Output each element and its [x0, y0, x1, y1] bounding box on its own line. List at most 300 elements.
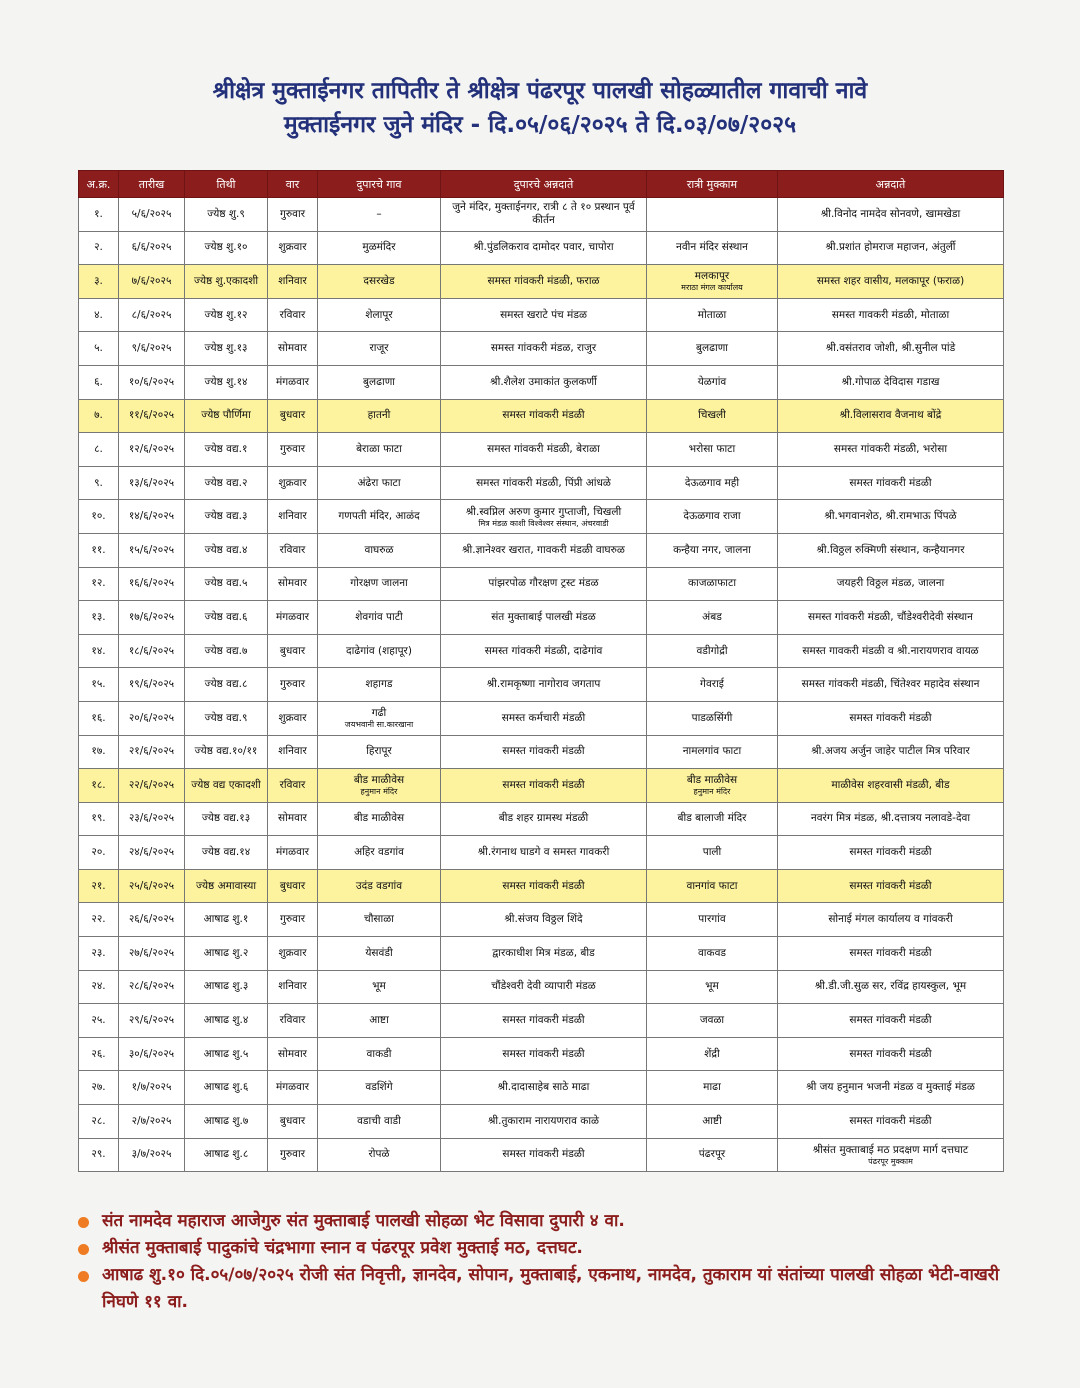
cell-night-donor	[778, 701, 1004, 735]
cell-noon-donor-text: श्री.रामकृष्णा नागोराव जगताप	[486, 678, 601, 691]
cell-night-stay-text: काजळाफाटा	[687, 577, 737, 590]
cell-noon-village	[318, 567, 441, 601]
cell-noon-village	[318, 1037, 441, 1071]
cell-day-text: रविवार	[279, 778, 306, 791]
cell-day-text: मंगळवार	[275, 610, 310, 623]
cell-night-donor-text: समस्त गांवकरी मंडळी	[849, 711, 932, 724]
cell-date	[119, 970, 185, 1004]
cell-day	[268, 836, 318, 870]
cell-day	[268, 265, 318, 299]
cell-day-text: सोमवार	[278, 577, 307, 590]
cell-date	[119, 433, 185, 467]
cell-noon-donor-text: समस्त गांवकरी मंडळी	[502, 879, 585, 892]
cell-noon-donor	[441, 1138, 647, 1172]
table-row	[79, 533, 1004, 567]
cell-night-stay-text: पारगांव	[698, 913, 726, 926]
cell-date-text: २९/६/२०२५	[128, 1014, 175, 1027]
cell-day-text: शनिवार	[278, 980, 307, 993]
cell-noon-donor	[441, 937, 647, 971]
cell-night-donor	[778, 601, 1004, 635]
cell-night-stay-note: मराठा मंगल कार्यालय	[681, 283, 743, 293]
cell-noon-donor-text: समस्त गांवकरी मंडळी, पिंप्री आंधळे	[476, 476, 611, 489]
cell-serial-text: २१.	[91, 879, 106, 892]
cell-tithi	[185, 668, 268, 702]
cell-night-stay-text: बीड बालाजी मंदिर	[677, 812, 747, 825]
cell-date	[119, 466, 185, 500]
cell-night-stay-text: अंबड	[702, 610, 722, 623]
title-line-1: श्रीक्षेत्र मुक्ताईनगर तापितीर ते श्रीक्षेत्र पंढरपूर पालखी सोहळ्यातील गावाची नावे	[212, 78, 868, 104]
cell-noon-donor-text: जुने मंदिर, मुक्ताईनगर, रात्री ८ ते १० प्रस्थान पूर्व कीर्तन	[452, 201, 635, 227]
cell-night-stay	[647, 836, 778, 870]
cell-noon-donor	[441, 298, 647, 332]
cell-night-donor-text: श्रीसंत मुक्ताबाई मठ प्रदक्षण मार्ग दत्तघाट	[812, 1143, 969, 1156]
cell-night-stay-text: मलकापूर	[694, 270, 730, 283]
cell-tithi-text: ज्येष्ठ वद्य.९	[204, 711, 248, 724]
cell-serial-text: २३.	[91, 946, 106, 959]
cell-date	[119, 869, 185, 903]
table-row	[79, 769, 1004, 803]
cell-noon-donor-text: श्री.ज्ञानेश्वर खरात, गावकरी मंडळी वाघरुळ	[462, 543, 625, 556]
cell-night-donor	[778, 399, 1004, 433]
cell-noon-village-text: चौसाळा	[364, 913, 394, 926]
cell-serial	[79, 836, 119, 870]
note-item	[78, 1262, 1018, 1316]
table-row	[79, 903, 1004, 937]
cell-night-stay-text: शेंद्री	[704, 1047, 720, 1060]
cell-night-stay-text: मोताळा	[697, 308, 727, 321]
cell-serial	[79, 802, 119, 836]
cell-night-donor-text: समस्त गावकरी मंडळी, मोताळा	[831, 308, 950, 321]
cell-date	[119, 1138, 185, 1172]
cell-tithi-text: आषाढ शु.५	[203, 1047, 249, 1060]
cell-noon-donor	[441, 970, 647, 1004]
cell-noon-donor	[441, 1004, 647, 1038]
cell-tithi-text: ज्येष्ठ वद्य.३	[204, 510, 248, 523]
cell-tithi-text: ज्येष्ठ वद्य.१०/११	[194, 745, 258, 758]
cell-noon-village-text: हिरापूर	[366, 745, 392, 758]
cell-night-donor	[778, 735, 1004, 769]
cell-night-stay	[647, 634, 778, 668]
cell-date-text: १५/६/२०२५	[128, 543, 175, 556]
cell-tithi-text: ज्येष्ठ वद्य एकादशी	[191, 778, 261, 791]
cell-noon-donor	[441, 1037, 647, 1071]
header-tithi: तिथी	[185, 171, 268, 198]
cell-noon-village-text: बुलढाणा	[362, 375, 396, 388]
cell-serial-text: २५.	[91, 1014, 106, 1027]
cell-noon-village-text: वडाची वाडी	[357, 1114, 401, 1127]
cell-noon-donor-text: श्री.स्वप्निल अरुण कुमार गुप्ताजी, चिखली	[465, 505, 622, 518]
cell-date	[119, 265, 185, 299]
cell-date-text: २७/६/२०२५	[128, 946, 175, 959]
cell-noon-donor	[441, 500, 647, 534]
cell-tithi-text: आषाढ शु.१	[203, 913, 249, 926]
cell-night-stay-text: देऊळगाव मही	[684, 476, 740, 489]
cell-night-donor	[778, 365, 1004, 399]
cell-serial-text: ११.	[91, 543, 106, 556]
cell-tithi	[185, 735, 268, 769]
cell-day-text: रविवार	[279, 308, 306, 321]
cell-tithi	[185, 332, 268, 366]
cell-noon-village-text: गोरक्षण जालना	[350, 577, 408, 590]
cell-night-donor-text: समस्त गांवकरी मंडळी	[849, 846, 932, 859]
cell-serial	[79, 365, 119, 399]
cell-serial	[79, 1105, 119, 1139]
cell-noon-donor	[441, 466, 647, 500]
table-row	[79, 567, 1004, 601]
cell-tithi-text: ज्येष्ठ वद्य.८	[204, 678, 248, 691]
cell-noon-donor	[441, 735, 647, 769]
cell-noon-donor	[441, 567, 647, 601]
cell-noon-donor-text: समस्त गांवकरी मंडळी	[502, 1014, 585, 1027]
cell-tithi	[185, 937, 268, 971]
cell-serial-text: १२.	[91, 577, 106, 590]
cell-night-donor	[778, 567, 1004, 601]
cell-night-stay-text: देऊळगाव राजा	[683, 510, 741, 523]
cell-date-text: २१/६/२०२५	[128, 745, 175, 758]
cell-day-text: मंगळवार	[275, 1081, 310, 1094]
cell-night-stay-text: भरोसा फाटा	[688, 442, 736, 455]
title-line-2: मुक्ताईनगर जुने मंदिर - दि.०५/०६/२०२५ ते दि.०३/०७/२०२५	[283, 112, 797, 138]
table-row	[79, 1138, 1004, 1172]
cell-serial	[79, 634, 119, 668]
cell-noon-donor	[441, 1105, 647, 1139]
cell-tithi-text: ज्येष्ठ शु.एकादशी	[193, 274, 259, 287]
cell-serial-text: २२.	[91, 913, 106, 926]
cell-noon-village-text: दसरखेड	[363, 274, 395, 287]
cell-noon-donor-note: मित्र मंडळ काशी विश्वेश्वर संस्थान, अंचरवाडी	[478, 518, 609, 528]
cell-noon-donor	[441, 769, 647, 803]
cell-serial-text: २०.	[91, 846, 106, 859]
cell-night-donor-text: समस्त शहर वासीय, मलकापूर (फराळ)	[816, 274, 965, 287]
cell-date-text: १६/६/२०२५	[128, 577, 175, 590]
cell-night-stay	[647, 1138, 778, 1172]
note-text: श्रीसंत मुक्ताबाई पादुकांचे चंद्रभागा स्नान व पंढरपूर प्रवेश मुक्ताई मठ, दत्तघट.	[102, 1238, 583, 1258]
cell-night-donor-text: श्री.अजय अर्जुन जाहेर पाटील मित्र परिवार	[811, 745, 970, 758]
page-title	[0, 74, 1080, 142]
cell-serial-text: १६.	[91, 711, 106, 724]
table-row	[79, 1105, 1004, 1139]
cell-noon-village	[318, 769, 441, 803]
cell-night-stay	[647, 937, 778, 971]
cell-noon-donor	[441, 365, 647, 399]
cell-serial	[79, 265, 119, 299]
cell-night-stay-text: बुलढाणा	[695, 342, 729, 355]
cell-night-donor-text: श्री.प्रशांत होमराज महाजन, अंतुर्ली	[825, 241, 956, 254]
cell-day	[268, 970, 318, 1004]
cell-date-text: ५/६/२०२५	[131, 207, 172, 220]
cell-tithi-text: आषाढ शु.२	[203, 946, 249, 959]
cell-noon-village-text: वाघरुळ	[364, 543, 394, 556]
cell-serial	[79, 869, 119, 903]
cell-tithi	[185, 567, 268, 601]
cell-night-donor	[778, 970, 1004, 1004]
cell-serial	[79, 735, 119, 769]
cell-noon-village-text: शेवगांव पाटी	[355, 610, 403, 623]
cell-noon-village	[318, 365, 441, 399]
cell-noon-village-text: अहिर वडगांव	[354, 846, 404, 859]
cell-date	[119, 298, 185, 332]
cell-day-text: शनिवार	[278, 274, 307, 287]
table-row	[79, 433, 1004, 467]
cell-tithi-text: आषाढ शु.७	[203, 1114, 249, 1127]
cell-tithi-text: ज्येष्ठ वद्य.२	[204, 476, 248, 489]
cell-noon-donor	[441, 836, 647, 870]
cell-night-donor-text: श्री.विठ्ठल रुक्मिणी संस्थान, कन्हैयानगर	[816, 543, 965, 556]
cell-night-donor-text: नवरंग मित्र मंडळ, श्री.दत्तात्रय नलावडे-देवा	[810, 812, 971, 825]
cell-night-donor-text: श्री.डी.जी.सुळ सर, रविंद्र हायस्कुल, भूम	[814, 980, 967, 993]
cell-day	[268, 735, 318, 769]
cell-day-text: रविवार	[279, 1014, 306, 1027]
cell-night-donor	[778, 265, 1004, 299]
header-night-donor: अन्नदाते	[778, 171, 1004, 198]
cell-night-donor	[778, 1037, 1004, 1071]
note-text: आषाढ शु.१० दि.०५/०७/२०२५ रोजी संत निवृत्ती, ज्ञानदेव, सोपान, मुक्ताबाई, एकनाथ, नामदेव, तुकाराम यां संतांच्या पालखी सोहळा भेटी-वाखरी निघणे ११ वा.	[102, 1265, 1000, 1312]
cell-date	[119, 567, 185, 601]
cell-noon-donor	[441, 332, 647, 366]
table-row	[79, 802, 1004, 836]
cell-noon-village-note: जयभवानी सा.कारखाना	[344, 720, 414, 730]
cell-day-text: शुक्रवार	[278, 241, 307, 254]
cell-noon-village-note: हनुमान मंदिर	[360, 787, 398, 797]
cell-night-donor-text: समस्त गांवकरी मंडळी	[849, 476, 932, 489]
cell-serial	[79, 399, 119, 433]
cell-night-donor-text: समस्त गावकरी मंडळी व श्री.नारायणराव वायळ	[802, 644, 979, 657]
cell-night-stay-text: आष्टी	[702, 1114, 722, 1127]
cell-serial-text: ९.	[94, 476, 103, 489]
cell-night-stay-text: नामलगांव फाटा	[682, 745, 742, 758]
cell-serial	[79, 668, 119, 702]
header-noon-village: दुपारचे गाव	[318, 171, 441, 198]
cell-night-stay	[647, 433, 778, 467]
cell-serial-text: ५.	[94, 342, 103, 355]
cell-date	[119, 735, 185, 769]
cell-noon-village	[318, 668, 441, 702]
cell-noon-village	[318, 970, 441, 1004]
cell-date	[119, 903, 185, 937]
cell-noon-donor-text: पांझरपोळ गौरक्षण ट्रस्ट मंडळ	[488, 577, 599, 590]
cell-day-text: बुधवार	[279, 644, 306, 657]
cell-day-text: गुरुवार	[279, 913, 306, 926]
cell-day	[268, 1071, 318, 1105]
cell-date-text: १४/६/२०२५	[128, 510, 175, 523]
cell-night-donor-text: समस्त गांवकरी मंडळी	[849, 1047, 932, 1060]
cell-noon-donor	[441, 869, 647, 903]
cell-day	[268, 365, 318, 399]
cell-night-stay-text: चिखली	[698, 409, 726, 422]
cell-noon-donor-text: समस्त खराटे पंच मंडळ	[500, 308, 587, 321]
cell-noon-village	[318, 500, 441, 534]
cell-tithi	[185, 399, 268, 433]
cell-tithi	[185, 1004, 268, 1038]
cell-serial	[79, 601, 119, 635]
cell-day	[268, 668, 318, 702]
cell-noon-donor	[441, 634, 647, 668]
cell-serial	[79, 298, 119, 332]
cell-night-donor	[778, 869, 1004, 903]
table-row	[79, 937, 1004, 971]
cell-noon-village-text: रोपळे	[368, 1148, 390, 1161]
cell-noon-donor-text: समस्त गांवकरी मंडळी	[502, 409, 585, 422]
cell-date	[119, 601, 185, 635]
cell-serial-text: १७.	[91, 745, 106, 758]
cell-noon-village-text: हातनी	[367, 409, 391, 422]
cell-night-donor-text: श्री.विनोद नामदेव सोनवणे, खामखेडा	[820, 207, 961, 220]
cell-night-donor-text: समस्त गांवकरी मंडळी	[849, 879, 932, 892]
cell-night-donor-text: श्री.भगवानशेठ, श्री.रामभाऊ पिंपळे	[824, 510, 957, 523]
cell-night-stay	[647, 231, 778, 265]
cell-tithi	[185, 1071, 268, 1105]
cell-night-donor	[778, 1004, 1004, 1038]
cell-tithi-text: आषाढ शु.६	[203, 1081, 249, 1094]
cell-noon-village-text: उदंड वडगांव	[355, 879, 403, 892]
cell-date	[119, 769, 185, 803]
cell-noon-village-text: मुळमंदिर	[362, 241, 396, 254]
cell-tithi-text: ज्येष्ठ वद्य.६	[204, 610, 248, 623]
cell-night-stay	[647, 399, 778, 433]
cell-noon-donor-text: श्री.पुंडलिकराव दामोदर पवार, चापोरा	[473, 241, 614, 254]
cell-tithi-text: आषाढ शु.४	[203, 1014, 249, 1027]
cell-noon-village-text: बीड माळीवेस	[353, 774, 405, 787]
cell-serial	[79, 433, 119, 467]
bullet-icon	[78, 1217, 89, 1228]
cell-serial-text: १.	[94, 207, 103, 220]
cell-date	[119, 332, 185, 366]
cell-night-donor	[778, 634, 1004, 668]
cell-noon-donor	[441, 198, 647, 232]
cell-noon-donor	[441, 668, 647, 702]
cell-noon-village-text: बीड माळीवेस	[353, 812, 405, 825]
cell-noon-donor-text: समस्त गांवकरी मंडळी, दाढेगांव	[484, 644, 603, 657]
cell-tithi	[185, 769, 268, 803]
cell-noon-village	[318, 601, 441, 635]
cell-noon-village	[318, 802, 441, 836]
cell-noon-village	[318, 903, 441, 937]
cell-night-stay	[647, 601, 778, 635]
cell-tithi	[185, 1105, 268, 1139]
cell-night-donor	[778, 231, 1004, 265]
cell-noon-village	[318, 231, 441, 265]
cell-noon-village	[318, 433, 441, 467]
cell-tithi	[185, 970, 268, 1004]
cell-night-donor	[778, 802, 1004, 836]
table-row	[79, 365, 1004, 399]
cell-serial-text: ४.	[94, 308, 103, 321]
cell-tithi	[185, 500, 268, 534]
cell-noon-village-text: येसवंडी	[365, 946, 393, 959]
cell-noon-village	[318, 634, 441, 668]
cell-noon-village	[318, 1004, 441, 1038]
cell-day-text: सोमवार	[278, 812, 307, 825]
cell-night-stay	[647, 533, 778, 567]
cell-date-text: २६/६/२०२५	[128, 913, 175, 926]
cell-noon-donor	[441, 903, 647, 937]
cell-serial	[79, 567, 119, 601]
cell-serial-text: १९.	[91, 812, 106, 825]
cell-noon-village-text: शहागड	[365, 678, 393, 691]
cell-tithi	[185, 601, 268, 635]
cell-tithi	[185, 466, 268, 500]
cell-night-stay	[647, 970, 778, 1004]
cell-day-text: शुक्रवार	[278, 946, 307, 959]
cell-night-donor	[778, 769, 1004, 803]
cell-day	[268, 298, 318, 332]
header-date: तारीख	[119, 171, 185, 198]
cell-night-donor-note: पंढरपूर मुक्काम	[868, 1156, 913, 1166]
cell-serial-text: २४.	[91, 980, 106, 993]
cell-day	[268, 1138, 318, 1172]
cell-serial	[79, 1037, 119, 1071]
cell-day-text: बुधवार	[279, 409, 306, 422]
cell-noon-village	[318, 1105, 441, 1139]
cell-night-stay	[647, 198, 778, 232]
cell-noon-village-text: –	[376, 207, 382, 220]
header-noon-donor: दुपारचे अन्नदाते	[441, 171, 647, 198]
cell-date-text: २/७/२०२५	[131, 1114, 172, 1127]
cell-tithi-text: ज्येष्ठ शु.१३	[204, 342, 248, 355]
cell-night-stay	[647, 1037, 778, 1071]
cell-date-text: १८/६/२०२५	[128, 644, 175, 657]
notes-list	[78, 1208, 1018, 1316]
cell-day	[268, 332, 318, 366]
cell-night-donor-text: श्री जय हनुमान भजनी मंडळ व मुक्ताई मंडळ	[806, 1081, 975, 1094]
cell-day	[268, 433, 318, 467]
cell-date-text: ६/६/२०२५	[131, 241, 172, 254]
cell-day	[268, 701, 318, 735]
cell-noon-donor	[441, 533, 647, 567]
cell-day	[268, 869, 318, 903]
note-item	[78, 1235, 1018, 1262]
table-row	[79, 601, 1004, 635]
cell-night-donor-text: समस्त गांवकरी मंडळी	[849, 1014, 932, 1027]
cell-noon-village	[318, 701, 441, 735]
cell-tithi	[185, 836, 268, 870]
cell-night-stay-text: पंढरपूर	[698, 1148, 726, 1161]
table-row	[79, 399, 1004, 433]
cell-noon-village	[318, 1071, 441, 1105]
cell-serial	[79, 1138, 119, 1172]
cell-noon-donor-text: श्री.तुकाराम नारायणराव काळे	[487, 1114, 600, 1127]
cell-date	[119, 500, 185, 534]
cell-date-text: ७/६/२०२५	[131, 274, 172, 287]
cell-noon-village	[318, 533, 441, 567]
cell-night-stay	[647, 365, 778, 399]
cell-night-donor-text: समस्त गांवकरी मंडळी	[849, 1114, 932, 1127]
cell-serial-text: २.	[94, 241, 103, 254]
cell-noon-donor-text: श्री.दादासाहेब साठे माढा	[497, 1081, 590, 1094]
cell-day	[268, 601, 318, 635]
cell-night-stay	[647, 265, 778, 299]
cell-day-text: बुधवार	[279, 879, 306, 892]
cell-noon-village-text: अंढेरा फाटा	[357, 476, 401, 489]
cell-tithi	[185, 365, 268, 399]
cell-date-text: ११/६/२०२५	[128, 409, 175, 422]
cell-noon-donor-text: श्री.शैलेश उमाकांत कुलकर्णी	[490, 375, 597, 388]
cell-night-stay-text: जवळा	[699, 1014, 725, 1027]
cell-tithi	[185, 701, 268, 735]
cell-night-stay	[647, 869, 778, 903]
cell-night-stay	[647, 332, 778, 366]
cell-day	[268, 198, 318, 232]
cell-serial-text: १३.	[91, 610, 106, 623]
cell-date	[119, 937, 185, 971]
cell-night-donor-text: जयहरी विठ्ठल मंडळ, जालना	[836, 577, 945, 590]
cell-serial	[79, 332, 119, 366]
cell-night-donor-text: सोनाई मंगल कार्यालय व गांवकरी	[828, 913, 953, 926]
cell-serial-text: २७.	[91, 1081, 106, 1094]
cell-noon-donor-text: चौंडेश्वरी देवी व्यापारी मंडळ	[491, 980, 596, 993]
cell-night-stay-text: पाली	[702, 846, 722, 859]
cell-day	[268, 769, 318, 803]
